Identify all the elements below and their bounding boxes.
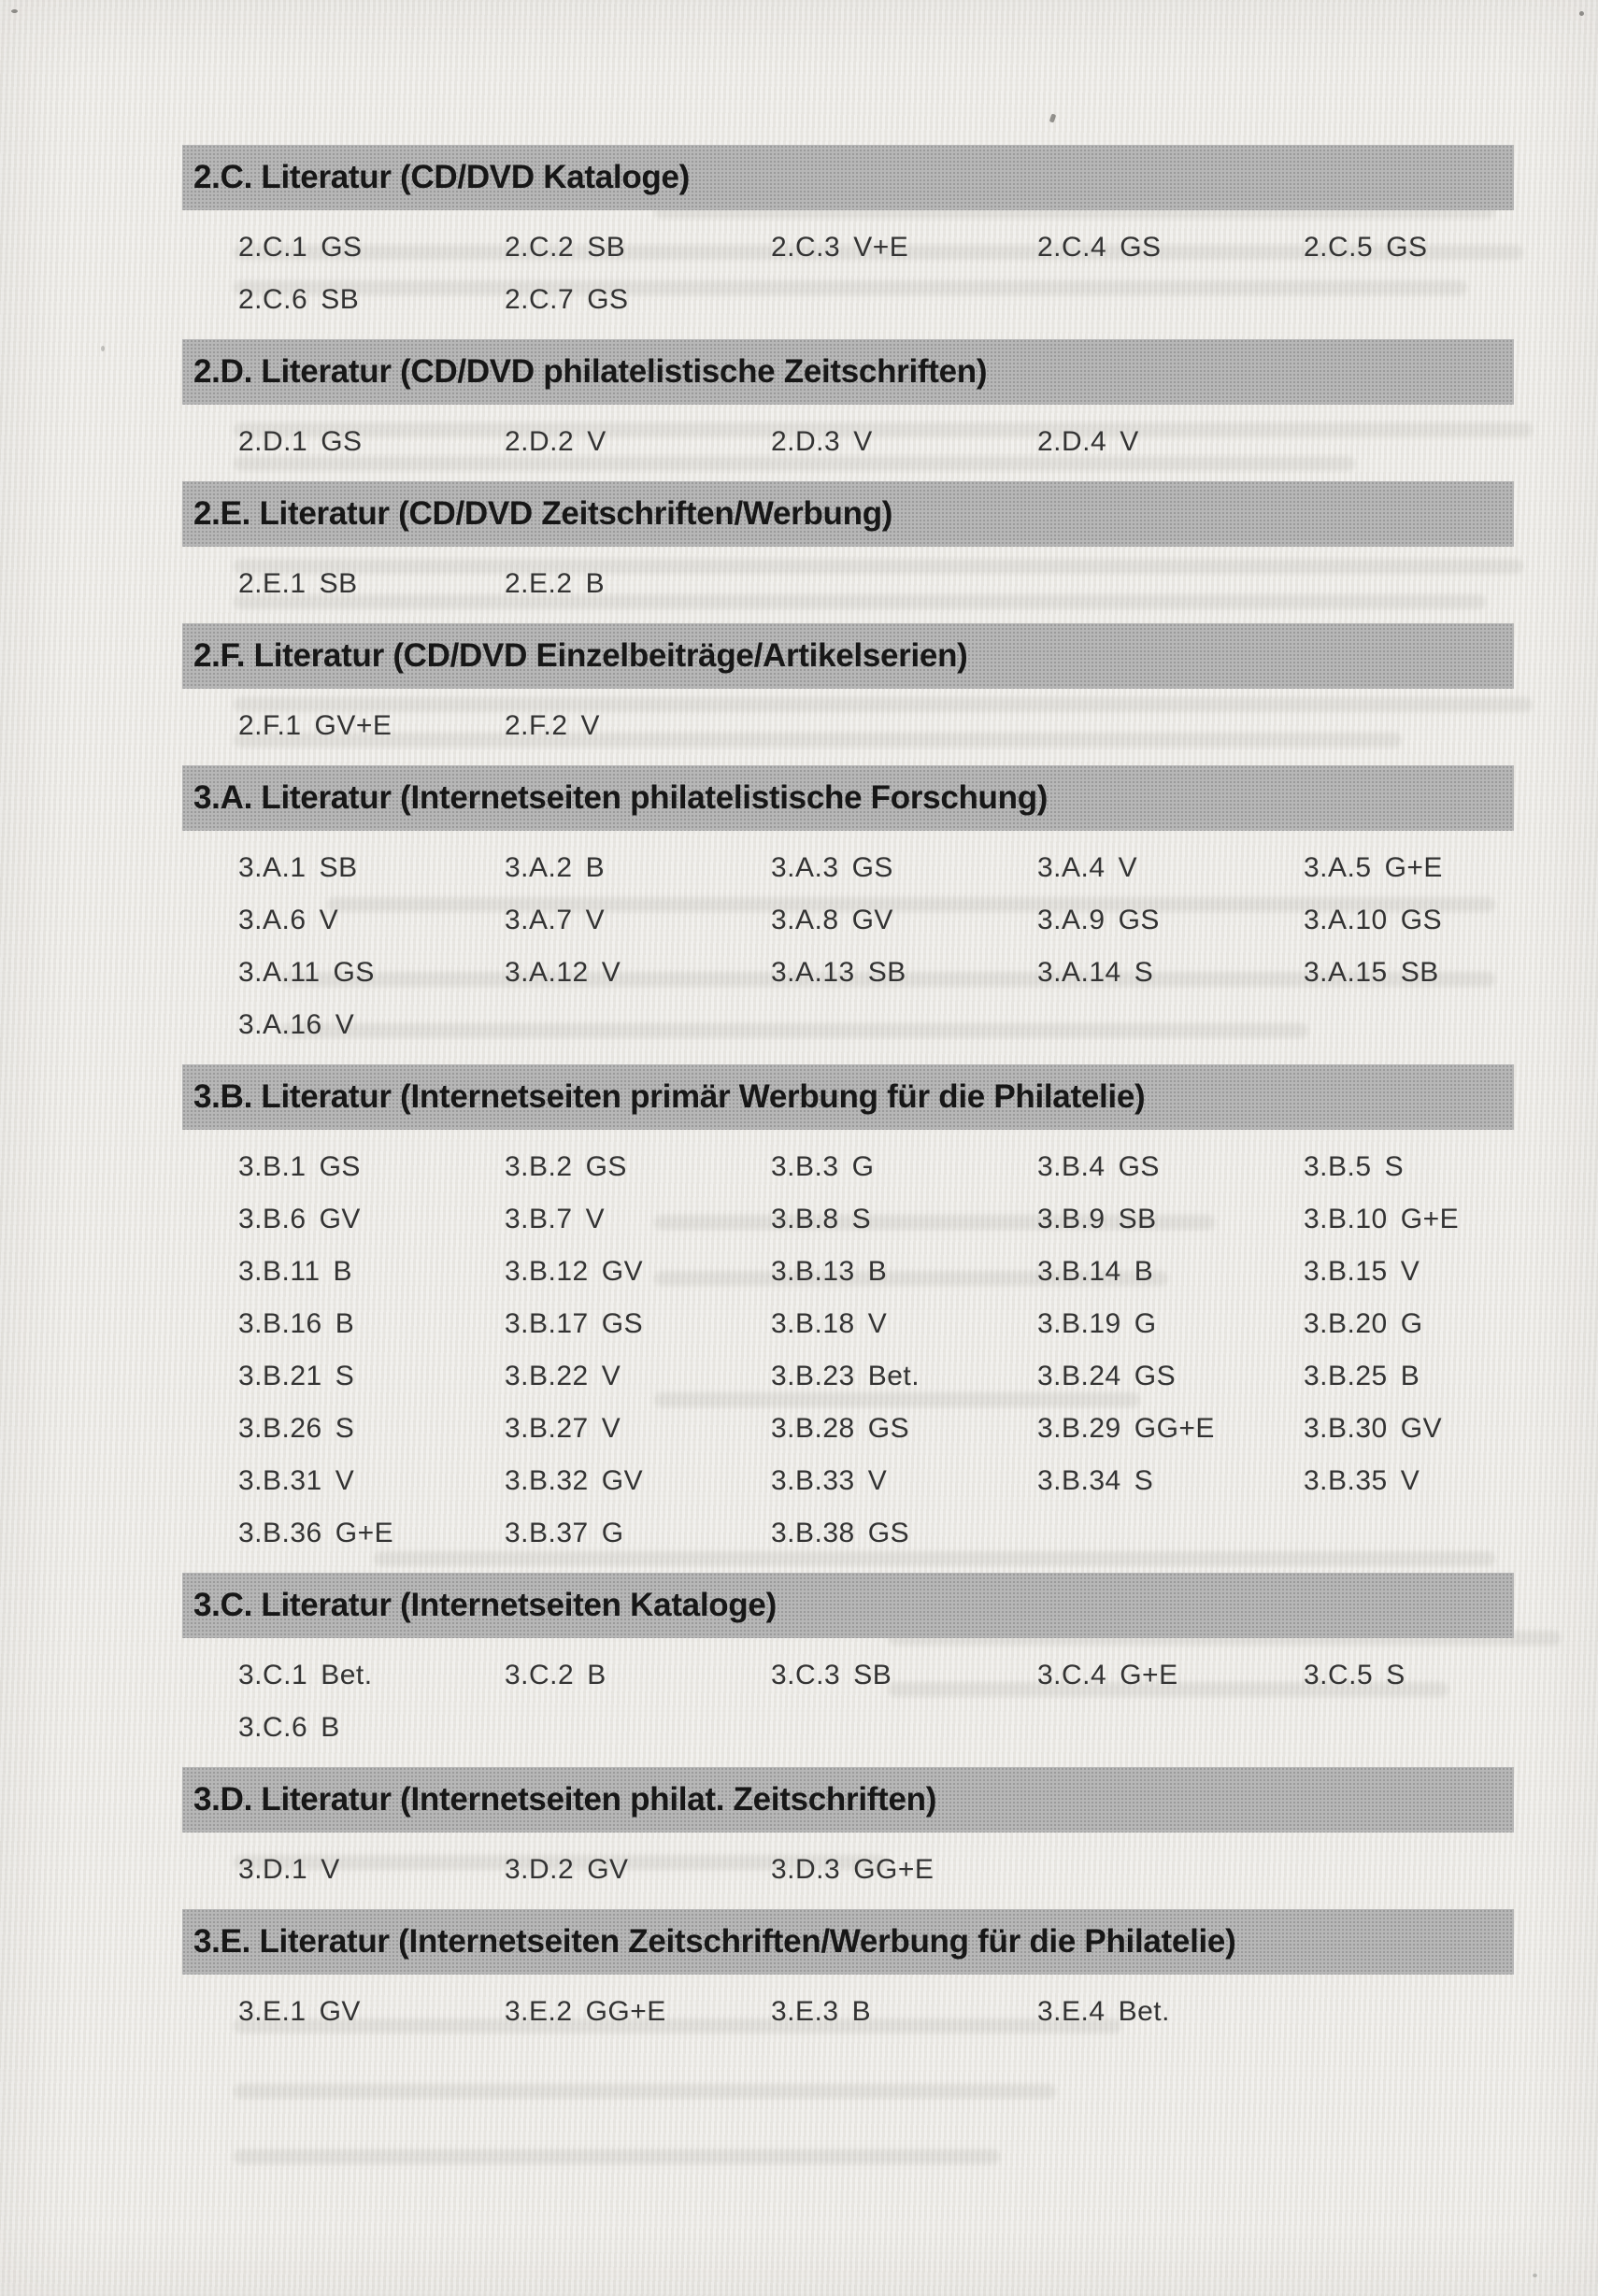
entry-code: 3.B.14 bbox=[1037, 1256, 1121, 1287]
entry-grade: GG+E bbox=[1134, 1413, 1215, 1444]
section-title: 2.C. Literatur (CD/DVD Kataloge) bbox=[193, 159, 691, 195]
catalog-entry bbox=[505, 416, 771, 468]
entry-grade: S bbox=[851, 1204, 872, 1234]
entry-grade: GS bbox=[1134, 1361, 1177, 1391]
entry-grade: G bbox=[601, 1518, 624, 1548]
entry-grade: GV bbox=[319, 1204, 361, 1234]
entry-grade: Bet. bbox=[867, 1361, 920, 1391]
catalog-entry bbox=[771, 1986, 1037, 2038]
entry-code: 2.C.7 bbox=[505, 284, 575, 315]
entry-grade: V bbox=[601, 957, 621, 988]
entry-code: 3.B.3 bbox=[771, 1151, 839, 1182]
catalog-entry bbox=[505, 221, 771, 274]
entry-grade: SB bbox=[867, 957, 906, 988]
entry-grade: GS bbox=[867, 1413, 910, 1444]
entry-code: 3.A.9 bbox=[1037, 905, 1106, 935]
catalog-entry bbox=[1304, 947, 1570, 999]
catalog-entry bbox=[505, 1350, 771, 1403]
entry-grade: B bbox=[321, 1712, 340, 1743]
catalog-entry bbox=[771, 1649, 1037, 1702]
entry-code: 3.A.11 bbox=[238, 957, 321, 988]
entry-code: 2.C.6 bbox=[238, 284, 308, 315]
entry-grade: V bbox=[1400, 1256, 1420, 1287]
entry-code: 2.D.3 bbox=[771, 426, 841, 457]
section-items bbox=[182, 221, 1514, 326]
entry-code: 3.A.10 bbox=[1304, 905, 1388, 935]
entry-grade: G bbox=[851, 1151, 875, 1182]
entry-code: 3.B.22 bbox=[505, 1361, 589, 1391]
literature-section bbox=[182, 1767, 1514, 1896]
catalog-entry bbox=[1304, 1455, 1570, 1507]
section-header-bar bbox=[182, 623, 1514, 689]
entry-grade: B bbox=[867, 1256, 888, 1287]
entry-grade: GS bbox=[851, 852, 893, 883]
bleed-through-artifact bbox=[234, 2149, 1000, 2164]
entry-grade: G+E bbox=[335, 1518, 394, 1548]
entry-code: 3.A.1 bbox=[238, 852, 307, 883]
entry-code: 3.D.2 bbox=[505, 1854, 575, 1885]
section-header-bar bbox=[182, 145, 1514, 210]
literature-section bbox=[182, 339, 1514, 468]
entry-grade: GV bbox=[601, 1256, 644, 1287]
catalog-entry bbox=[505, 1455, 771, 1507]
catalog-entry bbox=[1304, 1350, 1570, 1403]
entry-code: 3.A.12 bbox=[505, 957, 589, 988]
literature-section bbox=[182, 623, 1514, 752]
entry-grade: SB bbox=[853, 1660, 892, 1690]
entry-code: 3.E.1 bbox=[238, 1996, 307, 2027]
entry-grade: GS bbox=[867, 1518, 910, 1548]
entry-code: 3.E.3 bbox=[771, 1996, 839, 2027]
entry-code: 3.B.33 bbox=[771, 1465, 855, 1496]
entry-code: 3.B.31 bbox=[238, 1465, 322, 1496]
entry-grade: S bbox=[1134, 957, 1154, 988]
catalog-entry bbox=[1037, 1246, 1304, 1298]
section-title: 2.E. Literatur (CD/DVD Zeitschriften/Werbung) bbox=[193, 495, 893, 532]
entry-code: 3.B.10 bbox=[1304, 1204, 1388, 1234]
entry-code: 3.C.4 bbox=[1037, 1660, 1107, 1690]
catalog-entry bbox=[238, 947, 505, 999]
entry-grade: GS bbox=[1118, 905, 1160, 935]
catalog-entry bbox=[505, 1403, 771, 1455]
section-items bbox=[182, 1986, 1514, 2038]
entry-code: 3.B.5 bbox=[1304, 1151, 1372, 1182]
entry-grade: GS bbox=[601, 1308, 644, 1339]
catalog-entry bbox=[771, 1141, 1037, 1193]
catalog-entry bbox=[238, 1403, 505, 1455]
section-title: 3.D. Literatur (Internetseiten philat. Zeitschriften) bbox=[193, 1781, 937, 1818]
entry-grade: GS bbox=[1120, 232, 1162, 263]
entry-grade: GS bbox=[319, 1151, 361, 1182]
entry-grade: GV bbox=[587, 1854, 629, 1885]
catalog-entry bbox=[238, 416, 505, 468]
entry-code: 3.C.3 bbox=[771, 1660, 841, 1690]
entry-code: 2.E.2 bbox=[505, 568, 573, 599]
entry-grade: GS bbox=[1118, 1151, 1160, 1182]
entry-grade: GV+E bbox=[314, 710, 392, 741]
catalog-entry bbox=[505, 1986, 771, 2038]
entry-code: 2.D.4 bbox=[1037, 426, 1107, 457]
literature-section bbox=[182, 1909, 1514, 2038]
catalog-entry bbox=[1304, 1193, 1570, 1246]
entry-grade: GV bbox=[1400, 1413, 1443, 1444]
entry-grade: GS bbox=[1386, 232, 1428, 263]
section-header-bar bbox=[182, 1064, 1514, 1130]
catalog-entry bbox=[238, 1986, 505, 2038]
catalog-entry bbox=[771, 416, 1037, 468]
entry-code: 3.B.29 bbox=[1037, 1413, 1121, 1444]
catalog-entry bbox=[238, 558, 505, 610]
catalog-entry bbox=[505, 894, 771, 947]
section-header-bar bbox=[182, 1909, 1514, 1975]
entry-code: 3.B.24 bbox=[1037, 1361, 1121, 1391]
literature-section bbox=[182, 1573, 1514, 1754]
entry-grade: V bbox=[867, 1308, 888, 1339]
entry-code: 3.B.20 bbox=[1304, 1308, 1388, 1339]
entry-code: 2.C.1 bbox=[238, 232, 308, 263]
catalog-entry bbox=[505, 947, 771, 999]
entry-grade: B bbox=[333, 1256, 353, 1287]
entry-code: 3.A.5 bbox=[1304, 852, 1372, 883]
section-items bbox=[182, 416, 1514, 468]
literature-section bbox=[182, 481, 1514, 610]
entry-code: 3.B.26 bbox=[238, 1413, 322, 1444]
section-items bbox=[182, 558, 1514, 610]
entry-code: 3.D.3 bbox=[771, 1854, 841, 1885]
entry-code: 3.B.25 bbox=[1304, 1361, 1388, 1391]
entry-code: 3.B.38 bbox=[771, 1518, 855, 1548]
entry-grade: GV bbox=[601, 1465, 644, 1496]
catalog-entry bbox=[1037, 1141, 1304, 1193]
bleed-through-artifact bbox=[234, 2084, 1056, 2099]
catalog-entry bbox=[238, 1246, 505, 1298]
section-title: 2.D. Literatur (CD/DVD philatelistische Zeitschriften) bbox=[193, 353, 988, 390]
entry-grade: V bbox=[321, 1854, 340, 1885]
entry-code: 3.B.4 bbox=[1037, 1151, 1106, 1182]
catalog-entry bbox=[1304, 221, 1570, 274]
entry-grade: S bbox=[1386, 1660, 1405, 1690]
section-title: 3.C. Literatur (Internetseiten Kataloge) bbox=[193, 1587, 777, 1623]
section-items bbox=[182, 842, 1514, 1051]
entry-code: 3.A.2 bbox=[505, 852, 573, 883]
entry-grade: B bbox=[585, 568, 606, 599]
catalog-entry bbox=[1304, 1141, 1570, 1193]
entry-grade: V bbox=[1118, 852, 1138, 883]
entry-code: 3.C.6 bbox=[238, 1712, 308, 1743]
catalog-entry bbox=[238, 274, 505, 326]
entry-grade: GS bbox=[1400, 905, 1443, 935]
entry-grade: V bbox=[601, 1361, 621, 1391]
section-header-bar bbox=[182, 481, 1514, 547]
entry-code: 2.C.2 bbox=[505, 232, 575, 263]
catalog-entry bbox=[238, 1298, 505, 1350]
entry-code: 3.B.2 bbox=[505, 1151, 573, 1182]
entry-code: 3.B.13 bbox=[771, 1256, 855, 1287]
entry-grade: S bbox=[335, 1361, 355, 1391]
entry-code: 3.B.1 bbox=[238, 1151, 307, 1182]
catalog-entry bbox=[771, 1246, 1037, 1298]
catalog-entry bbox=[771, 1193, 1037, 1246]
literature-section bbox=[182, 765, 1514, 1051]
entry-code: 3.B.35 bbox=[1304, 1465, 1388, 1496]
catalog-entry bbox=[505, 1649, 771, 1702]
scan-speck bbox=[1533, 2274, 1537, 2277]
entry-grade: GS bbox=[321, 232, 363, 263]
entry-code: 3.A.14 bbox=[1037, 957, 1121, 988]
catalog-entry bbox=[238, 1455, 505, 1507]
entry-code: 3.B.19 bbox=[1037, 1308, 1121, 1339]
entry-grade: SB bbox=[321, 284, 360, 315]
catalog-entry bbox=[238, 1844, 505, 1896]
catalog-entry bbox=[1304, 1246, 1570, 1298]
entry-grade: G+E bbox=[1400, 1204, 1460, 1234]
catalog-entry bbox=[238, 700, 505, 752]
entry-code: 3.B.30 bbox=[1304, 1413, 1388, 1444]
catalog-entry bbox=[505, 1193, 771, 1246]
entry-grade: V bbox=[585, 1204, 606, 1234]
section-items bbox=[182, 1844, 1514, 1896]
entry-code: 3.B.12 bbox=[505, 1256, 589, 1287]
catalog-entry bbox=[238, 1141, 505, 1193]
entry-grade: V bbox=[319, 905, 339, 935]
entry-code: 3.B.11 bbox=[238, 1256, 321, 1287]
entry-grade: V bbox=[1120, 426, 1139, 457]
entry-code: 3.B.9 bbox=[1037, 1204, 1106, 1234]
catalog-entry bbox=[771, 1455, 1037, 1507]
entry-code: 3.B.7 bbox=[505, 1204, 573, 1234]
entry-grade: SB bbox=[319, 852, 358, 883]
entry-code: 3.A.8 bbox=[771, 905, 839, 935]
section-title: 3.A. Literatur (Internetseiten philatelistische Forschung) bbox=[193, 779, 1049, 816]
catalog-entry bbox=[771, 1844, 1037, 1896]
scan-speck bbox=[1579, 11, 1584, 16]
entry-grade: B bbox=[585, 852, 606, 883]
catalog-entry bbox=[771, 1298, 1037, 1350]
entry-code: 2.F.2 bbox=[505, 710, 568, 741]
entry-code: 3.A.16 bbox=[238, 1009, 322, 1040]
entry-code: 3.A.13 bbox=[771, 957, 855, 988]
section-header-bar bbox=[182, 1767, 1514, 1833]
entry-code: 2.C.4 bbox=[1037, 232, 1107, 263]
entry-grade: Bet. bbox=[321, 1660, 373, 1690]
entry-grade: SB bbox=[1400, 957, 1439, 988]
catalog-entry bbox=[238, 1702, 505, 1754]
literature-section bbox=[182, 1064, 1514, 1560]
entry-grade: S bbox=[335, 1413, 355, 1444]
catalog-entry bbox=[238, 1350, 505, 1403]
catalog-entry bbox=[1037, 1455, 1304, 1507]
catalog-entry bbox=[1037, 1193, 1304, 1246]
entry-grade: G bbox=[1134, 1308, 1157, 1339]
entry-code: 3.B.28 bbox=[771, 1413, 855, 1444]
catalog-entry bbox=[771, 894, 1037, 947]
entry-grade: V bbox=[853, 426, 873, 457]
entry-grade: V bbox=[335, 1009, 355, 1040]
entry-code: 3.A.3 bbox=[771, 852, 839, 883]
entry-grade: B bbox=[851, 1996, 872, 2027]
catalog-entry bbox=[1037, 221, 1304, 274]
scan-speck bbox=[101, 346, 105, 351]
entry-grade: B bbox=[1400, 1361, 1420, 1391]
entry-code: 3.B.15 bbox=[1304, 1256, 1388, 1287]
entry-code: 3.B.27 bbox=[505, 1413, 589, 1444]
entry-grade: B bbox=[587, 1660, 606, 1690]
entry-grade: G+E bbox=[1384, 852, 1443, 883]
catalog-entry bbox=[505, 1507, 771, 1560]
catalog-entry bbox=[238, 894, 505, 947]
scan-speck bbox=[1049, 113, 1057, 122]
entry-code: 3.A.6 bbox=[238, 905, 307, 935]
catalog-entry bbox=[771, 1507, 1037, 1560]
entry-grade: GS bbox=[333, 957, 375, 988]
entry-code: 2.D.2 bbox=[505, 426, 575, 457]
catalog-entry bbox=[1037, 1986, 1304, 2038]
catalog-entry bbox=[1304, 894, 1570, 947]
catalog-entry bbox=[505, 1246, 771, 1298]
entry-grade: V bbox=[601, 1413, 621, 1444]
section-title: 3.E. Literatur (Internetseiten Zeitschriften/Werbung für die Philatelie) bbox=[193, 1923, 1236, 1960]
catalog-entry bbox=[1304, 1298, 1570, 1350]
catalog-entry bbox=[1304, 1649, 1570, 1702]
entry-grade: SB bbox=[587, 232, 626, 263]
entry-grade: V bbox=[335, 1465, 355, 1496]
catalog-entry bbox=[1037, 894, 1304, 947]
catalog-entry bbox=[238, 1193, 505, 1246]
entry-code: 3.A.15 bbox=[1304, 957, 1388, 988]
entry-grade: Bet. bbox=[1118, 1996, 1170, 2027]
entry-grade: V+E bbox=[853, 232, 909, 263]
literature-section bbox=[182, 145, 1514, 326]
entry-code: 3.B.17 bbox=[505, 1308, 589, 1339]
catalog-entry bbox=[771, 947, 1037, 999]
section-items bbox=[182, 1141, 1514, 1560]
entry-code: 3.C.2 bbox=[505, 1660, 575, 1690]
entry-grade: V bbox=[867, 1465, 888, 1496]
entry-code: 3.B.21 bbox=[238, 1361, 322, 1391]
sections-container bbox=[182, 145, 1514, 2051]
entry-grade: GS bbox=[585, 1151, 627, 1182]
entry-code: 2.D.1 bbox=[238, 426, 308, 457]
entry-code: 3.B.16 bbox=[238, 1308, 322, 1339]
catalog-entry bbox=[238, 1649, 505, 1702]
catalog-entry bbox=[771, 1403, 1037, 1455]
entry-code: 2.C.5 bbox=[1304, 232, 1374, 263]
entry-grade: G+E bbox=[1120, 1660, 1178, 1690]
entry-code: 3.B.34 bbox=[1037, 1465, 1121, 1496]
section-title: 3.B. Literatur (Internetseiten primär Werbung für die Philatelie) bbox=[193, 1078, 1146, 1115]
catalog-entry bbox=[505, 558, 771, 610]
entry-grade: GV bbox=[851, 905, 893, 935]
entry-code: 3.B.8 bbox=[771, 1204, 839, 1234]
catalog-entry bbox=[505, 1141, 771, 1193]
entry-grade: GS bbox=[321, 426, 363, 457]
catalog-entry bbox=[771, 1350, 1037, 1403]
catalog-entry bbox=[505, 1298, 771, 1350]
catalog-entry bbox=[238, 221, 505, 274]
catalog-entry bbox=[771, 842, 1037, 894]
entry-code: 3.E.4 bbox=[1037, 1996, 1106, 2027]
catalog-entry bbox=[1304, 842, 1570, 894]
entry-code: 3.B.37 bbox=[505, 1518, 589, 1548]
entry-code: 2.C.3 bbox=[771, 232, 841, 263]
section-header-bar bbox=[182, 339, 1514, 405]
section-items bbox=[182, 700, 1514, 752]
entry-code: 3.C.1 bbox=[238, 1660, 308, 1690]
catalog-entry bbox=[505, 1844, 771, 1896]
entry-code: 3.B.36 bbox=[238, 1518, 322, 1548]
catalog-entry bbox=[1037, 1649, 1304, 1702]
entry-grade: V bbox=[585, 905, 606, 935]
entry-grade: SB bbox=[1118, 1204, 1157, 1234]
entry-grade: B bbox=[335, 1308, 355, 1339]
catalog-entry bbox=[1304, 1403, 1570, 1455]
catalog-entry bbox=[1037, 1403, 1304, 1455]
catalog-entry bbox=[505, 700, 771, 752]
catalog-entry bbox=[238, 1507, 505, 1560]
entry-code: 2.F.1 bbox=[238, 710, 302, 741]
section-header-bar bbox=[182, 1573, 1514, 1638]
entry-grade: V bbox=[580, 710, 601, 741]
section-title: 2.F. Literatur (CD/DVD Einzelbeiträge/Artikelserien) bbox=[193, 637, 968, 674]
entry-code: 3.B.23 bbox=[771, 1361, 855, 1391]
entry-code: 3.B.6 bbox=[238, 1204, 307, 1234]
entry-grade: GG+E bbox=[853, 1854, 935, 1885]
entry-code: 3.A.7 bbox=[505, 905, 573, 935]
entry-grade: GG+E bbox=[585, 1996, 666, 2027]
catalog-entry bbox=[1037, 416, 1304, 468]
scan-speck bbox=[11, 9, 18, 13]
catalog-entry bbox=[1037, 1350, 1304, 1403]
catalog-entry bbox=[505, 274, 771, 326]
entry-grade: GS bbox=[587, 284, 629, 315]
catalog-entry bbox=[505, 842, 771, 894]
entry-grade: V bbox=[587, 426, 606, 457]
entry-grade: S bbox=[1384, 1151, 1405, 1182]
catalog-entry bbox=[1037, 1298, 1304, 1350]
entry-code: 3.D.1 bbox=[238, 1854, 308, 1885]
catalog-entry bbox=[1037, 947, 1304, 999]
entry-code: 3.E.2 bbox=[505, 1996, 573, 2027]
entry-code: 3.B.18 bbox=[771, 1308, 855, 1339]
entry-code: 3.C.5 bbox=[1304, 1660, 1374, 1690]
entry-grade: G bbox=[1400, 1308, 1423, 1339]
catalog-entry bbox=[771, 221, 1037, 274]
entry-code: 3.A.4 bbox=[1037, 852, 1106, 883]
entry-grade: SB bbox=[319, 568, 358, 599]
entry-code: 2.E.1 bbox=[238, 568, 307, 599]
catalog-entry bbox=[238, 999, 505, 1051]
entry-grade: V bbox=[1400, 1465, 1420, 1496]
entry-code: 3.B.32 bbox=[505, 1465, 589, 1496]
section-header-bar bbox=[182, 765, 1514, 831]
entry-grade: GV bbox=[319, 1996, 361, 2027]
entry-grade: B bbox=[1134, 1256, 1154, 1287]
catalog-entry bbox=[238, 842, 505, 894]
entry-grade: S bbox=[1134, 1465, 1154, 1496]
section-items bbox=[182, 1649, 1514, 1754]
catalog-entry bbox=[1037, 842, 1304, 894]
